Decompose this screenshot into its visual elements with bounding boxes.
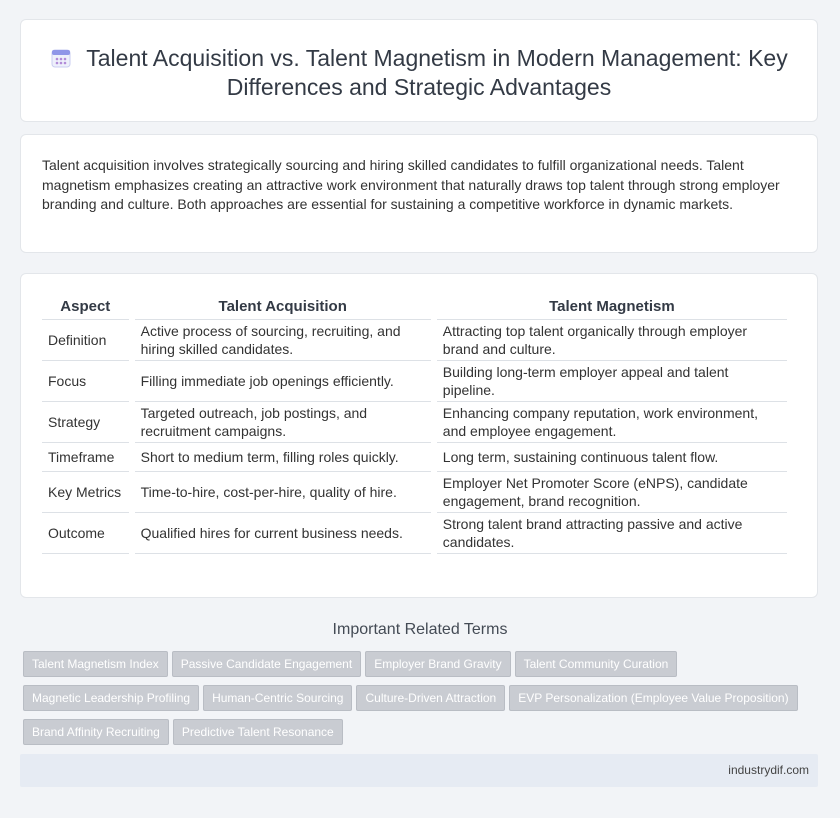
acquisition-cell: Targeted outreach, job postings, and recruitment campaigns.: [135, 402, 431, 443]
page-title: [21, 44, 817, 102]
related-term-tag[interactable]: Employer Brand Gravity: [365, 651, 510, 677]
aspect-cell: Definition: [42, 320, 129, 361]
acquisition-cell: Time-to-hire, cost-per-hire, quality of hire.: [135, 472, 431, 513]
aspect-cell: Outcome: [42, 513, 129, 554]
magnetism-cell: Employer Net Promoter Score (eNPS), candidate engagement, brand recognition.: [437, 472, 787, 513]
related-term-tag[interactable]: Predictive Talent Resonance: [173, 719, 343, 745]
related-term-tag[interactable]: EVP Personalization (Employee Value Proposition): [509, 685, 797, 711]
aspect-cell: Strategy: [42, 402, 129, 443]
related-term-tag[interactable]: Culture-Driven Attraction: [356, 685, 505, 711]
header-talent-magnetism: Talent Magnetism: [437, 293, 787, 320]
aspect-cell: Key Metrics: [42, 472, 129, 513]
aspect-cell: Focus: [42, 361, 129, 402]
magnetism-cell: Long term, sustaining continuous talent flow.: [437, 443, 787, 472]
related-term-tag[interactable]: Talent Community Curation: [515, 651, 678, 677]
table-row: [42, 513, 787, 554]
magnetism-cell: Enhancing company reputation, work environment, and employee engagement.: [437, 402, 787, 443]
title-card: [20, 19, 818, 122]
footer: [20, 754, 818, 787]
acquisition-cell: Filling immediate job openings efficiently.: [135, 361, 431, 402]
header-talent-acquisition: Talent Acquisition: [135, 293, 431, 320]
related-term-tag[interactable]: Brand Affinity Recruiting: [23, 719, 169, 745]
footer-site-link[interactable]: industrydif.com: [728, 763, 809, 777]
table-header-row: [42, 293, 787, 320]
acquisition-cell: Short to medium term, filling roles quickly.: [135, 443, 431, 472]
magnetism-cell: Attracting top talent organically through employer brand and culture.: [437, 320, 787, 361]
table-row: [42, 402, 787, 443]
page-title-text: Talent Acquisition vs. Talent Magnetism in Modern Management: Key Differences and Strategic Advantages: [86, 45, 788, 100]
related-term-tag[interactable]: Human-Centric Sourcing: [203, 685, 352, 711]
header-aspect: Aspect: [42, 293, 129, 320]
related-term-tag[interactable]: Talent Magnetism Index: [23, 651, 168, 677]
related-term-tag[interactable]: Magnetic Leadership Profiling: [23, 685, 199, 711]
related-terms-heading: Important Related Terms: [332, 621, 508, 638]
aspect-cell: Timeframe: [42, 443, 129, 472]
acquisition-cell: Qualified hires for current business needs.: [135, 513, 431, 554]
intro-paragraph: Talent acquisition involves strategically sourcing and hiring skilled candidates to fulfill organizational needs. Talent magnetism emphasizes creating an attractive work environment that naturally draws top talent through strong employer branding and culture. Both approaches are essential for sustaining a competitive workforce in dynamic markets.: [42, 157, 780, 212]
related-terms-list: [23, 651, 813, 753]
related-term-tag[interactable]: Passive Candidate Engagement: [172, 651, 361, 677]
table-row: [42, 320, 787, 361]
table-row: [42, 443, 787, 472]
magnetism-cell: Strong talent brand attracting passive and active candidates.: [437, 513, 787, 554]
acquisition-cell: Active process of sourcing, recruiting, and hiring skilled candidates.: [135, 320, 431, 361]
table-row: [42, 361, 787, 402]
calendar-icon: [50, 47, 72, 69]
magnetism-cell: Building long-term employer appeal and talent pipeline.: [437, 361, 787, 402]
comparison-table: [36, 293, 793, 554]
table-row: [42, 472, 787, 513]
comparison-card: [20, 273, 818, 598]
intro-card: [20, 134, 818, 253]
